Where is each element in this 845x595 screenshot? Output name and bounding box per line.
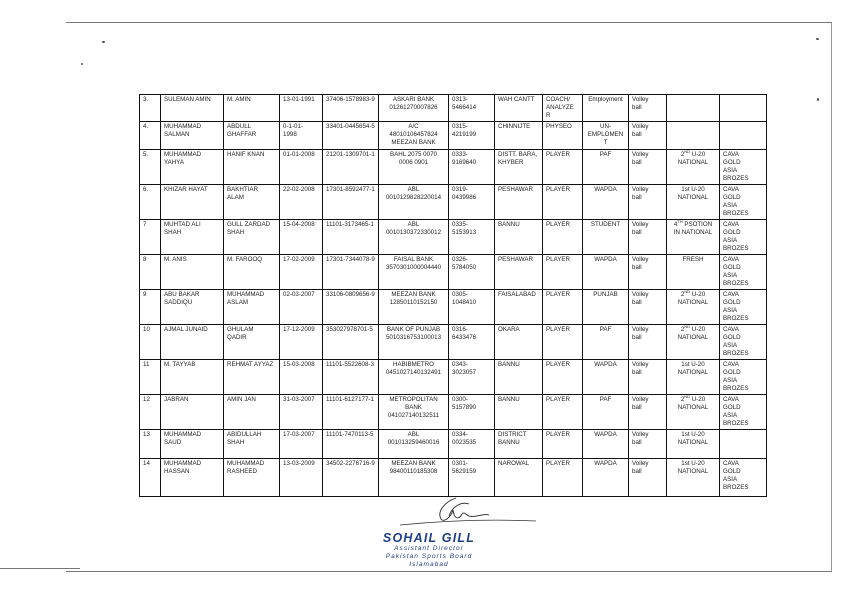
department-cell: WAPDA (583, 359, 629, 394)
district-cell: OKARA (495, 324, 543, 359)
date-of-birth-cell: 17-03-2007 (280, 429, 323, 458)
table-row (140, 219, 767, 254)
game-cell: Volley ball (629, 219, 667, 254)
position-cell: 2ND U-20 NATIONAL (667, 394, 720, 429)
cnic-cell: 34502-2276716-9 (323, 458, 379, 496)
position-cell: 2ND U-20 NATIONAL (667, 149, 720, 184)
player-name-cell: ABU BAKAR SADDIQU (161, 289, 224, 324)
table-row (140, 324, 767, 359)
father-name-cell: MUHAMMAD RASHEED (224, 458, 280, 496)
player-name-cell: KHIZAR HAYAT (161, 184, 224, 219)
role-cell: PLAYER (543, 254, 583, 289)
serial-number-cell: 8 (140, 254, 161, 289)
table-row (140, 359, 767, 394)
bank-account-cell: HABIBMETRO 0451027140132491 (379, 359, 449, 394)
player-name-cell: MUHTAD ALI SHAH (161, 219, 224, 254)
table-row (140, 429, 767, 458)
game-cell: Volley ball (629, 184, 667, 219)
serial-number-cell: 6. (140, 184, 161, 219)
date-of-birth-cell: 13-01-1991 (280, 95, 323, 122)
role-cell: PLAYER (543, 429, 583, 458)
father-name-cell: MUHAMMAD ASLAM (224, 289, 280, 324)
medal-cell: CAVA GOLD ASIA BROZES (720, 149, 767, 184)
phone-cell: 0316- 6433476 (449, 324, 495, 359)
father-name-cell: M. FAROOQ (224, 254, 280, 289)
phone-cell: 0333- 9169640 (449, 149, 495, 184)
medal-cell: CAVA GOLD ASIA BROZES (720, 359, 767, 394)
position-cell: 1st U-20 NATIONAL (667, 184, 720, 219)
department-cell: WAPDA (583, 458, 629, 496)
position-cell: 1st U-20 NATIONAL (667, 429, 720, 458)
date-of-birth-cell: 17-02-2009 (280, 254, 323, 289)
player-name-cell: MUHAMMAD SAUD (161, 429, 224, 458)
department-cell: Employment (583, 95, 629, 122)
date-of-birth-cell: 01-01-2008 (280, 149, 323, 184)
department-cell: PAF (583, 324, 629, 359)
phone-cell: 0335- 5153913 (449, 219, 495, 254)
district-cell: WAH CANTT (495, 95, 543, 122)
cnic-cell: 11101-3173465-1 (323, 219, 379, 254)
scan-speck (102, 41, 105, 43)
father-name-cell: GHULAM QADIR (224, 324, 280, 359)
phone-cell: 0300- 5157890 (449, 394, 495, 429)
table-row (140, 458, 767, 496)
table-row (140, 95, 767, 122)
game-cell: Volley ball (629, 254, 667, 289)
position-cell: 1st U-20 NATIONAL (667, 458, 720, 496)
role-cell: PLAYER (543, 184, 583, 219)
game-cell: Volley ball (629, 359, 667, 394)
department-cell: PUNJAB (583, 289, 629, 324)
date-of-birth-cell: 31-03-2007 (280, 394, 323, 429)
scan-speck (817, 98, 819, 101)
phone-cell: 0313- 5466414 (449, 95, 495, 122)
player-name-cell: MUHAMMAD SALMAN (161, 121, 224, 149)
scan-speck (81, 63, 83, 65)
player-name-cell: SULEMAN AMIN (161, 95, 224, 122)
bank-account-cell: ABL 0010130372330012 (379, 219, 449, 254)
medal-cell: CAVA GOLD ASIA BROZES (720, 324, 767, 359)
player-name-cell: M. ANIS (161, 254, 224, 289)
position-cell (667, 121, 720, 149)
stamp-name: SOHAIL GILL (382, 531, 476, 545)
game-cell: Volley ball (629, 149, 667, 184)
table-row (140, 121, 767, 149)
district-cell: CHINNIJTE (495, 121, 543, 149)
player-name-cell: MUHAMMAD HASSAN (161, 458, 224, 496)
medal-cell (720, 429, 767, 458)
serial-number-cell: 14 (140, 458, 161, 496)
player-name-cell: MUHAMMAD YAHYA (161, 149, 224, 184)
district-cell: FAISALABAD (495, 289, 543, 324)
game-cell: Volley ball (629, 394, 667, 429)
stamp-title: Assistant Director (394, 545, 464, 552)
game-cell: Volley ball (629, 429, 667, 458)
phone-cell: 0343- 3023057 (449, 359, 495, 394)
father-name-cell: M. AMIN (224, 95, 280, 122)
bank-account-cell: MEEZAN BANK 98400110185308 (379, 458, 449, 496)
phone-cell: 0315- 4219199 (449, 121, 495, 149)
table-row (140, 289, 767, 324)
serial-number-cell: 11 (140, 359, 161, 394)
scan-speck (816, 38, 819, 40)
date-of-birth-cell: 0-1-01- 1998 (280, 121, 323, 149)
game-cell: Volley ball (629, 458, 667, 496)
medal-cell: CAVA GOLD ASIA BROZES (720, 289, 767, 324)
role-cell: COACH/ ANALYZE R (543, 95, 583, 122)
bank-account-cell: ABL 0010129828220014 (379, 184, 449, 219)
department-cell: UN- EMPLOMEN T (583, 121, 629, 149)
game-cell: Volley ball (629, 95, 667, 122)
cnic-cell: 33106-0809656-9 (323, 289, 379, 324)
district-cell: DISTT. BARA, KHYBER (495, 149, 543, 184)
player-name-cell: JABRAN (161, 394, 224, 429)
cnic-cell: 11101-7470113-5 (323, 429, 379, 458)
serial-number-cell: 7 (140, 219, 161, 254)
date-of-birth-cell: 17-12-2009 (280, 324, 323, 359)
game-cell: Volley ball (629, 121, 667, 149)
cnic-cell: 37406-1578983-9 (323, 95, 379, 122)
bank-account-cell: ASKARI BANK 01261270007826 (379, 95, 449, 122)
cnic-cell: 11101-5522608-3 (323, 359, 379, 394)
district-cell: BANNU (495, 359, 543, 394)
phone-cell: 0334- 0023535 (449, 429, 495, 458)
cnic-cell: 353027978701-5 (323, 324, 379, 359)
department-cell: WAPDA (583, 184, 629, 219)
medal-cell (720, 95, 767, 122)
cnic-cell: 11101-6127177-1 (323, 394, 379, 429)
cnic-cell: 17301-8592477-1 (323, 184, 379, 219)
medal-cell: CAVA GOLD ASIA BROZES (720, 184, 767, 219)
serial-number-cell: 13 (140, 429, 161, 458)
player-name-cell: M. TAYYAB (161, 359, 224, 394)
position-cell (667, 95, 720, 122)
date-of-birth-cell: 02-03-2007 (280, 289, 323, 324)
phone-cell: 0305- 1048410 (449, 289, 495, 324)
serial-number-cell: 12 (140, 394, 161, 429)
cnic-cell: 17301-7344078-9 (323, 254, 379, 289)
player-name-cell: AJMAL JUNAID (161, 324, 224, 359)
serial-number-cell: 9 (140, 289, 161, 324)
bank-account-cell: A/C 48010106457824 MEEZAN BANK (379, 121, 449, 149)
phone-cell: 0326- 5784050 (449, 254, 495, 289)
bank-account-cell: METROPOLITAN BANK 041027140132511 (379, 394, 449, 429)
role-cell: PLAYER (543, 394, 583, 429)
district-cell: DISTRICT BANNU (495, 429, 543, 458)
father-name-cell: BAKHTIAR ALAM (224, 184, 280, 219)
role-cell: PLAYER (543, 359, 583, 394)
handwritten-signature (340, 492, 540, 532)
bank-account-cell: BANK OF PUNJAB 5010316753100013 (379, 324, 449, 359)
role-cell: PHYSEO (543, 121, 583, 149)
bank-account-cell: ABL 001013259460016 (379, 429, 449, 458)
father-name-cell: HANIF KNAN (224, 149, 280, 184)
stamp-city: Islamabad (409, 561, 449, 568)
department-cell: PAF (583, 149, 629, 184)
role-cell: PLAYER (543, 324, 583, 359)
cnic-cell: 21201-1309701-1 (323, 149, 379, 184)
table-row (140, 254, 767, 289)
serial-number-cell: 3. (140, 95, 161, 122)
district-cell: NAROWAL (495, 458, 543, 496)
game-cell: Volley ball (629, 289, 667, 324)
phone-cell: 0319- 0439986 (449, 184, 495, 219)
medal-cell (720, 121, 767, 149)
position-cell: 1st U-20 NATIONAL (667, 359, 720, 394)
bank-account-cell: BAHL 2075 0070 0006 0901 (379, 149, 449, 184)
medal-cell: CAVA GOLD ASIA BROZES (720, 394, 767, 429)
serial-number-cell: 4. (140, 121, 161, 149)
stamp-org: Pakistan Sports Board (385, 553, 473, 560)
table-row (140, 184, 767, 219)
bank-account-cell: MEEZAN BANK 12850110152150 (379, 289, 449, 324)
serial-number-cell: 10 (140, 324, 161, 359)
position-cell: FRESH (667, 254, 720, 289)
father-name-cell: GULL ZARDAD SHAH (224, 219, 280, 254)
district-cell: PESHAWAR (495, 184, 543, 219)
department-cell: WAPDA (583, 429, 629, 458)
date-of-birth-cell: 22-02-2008 (280, 184, 323, 219)
role-cell: PLAYER (543, 149, 583, 184)
date-of-birth-cell: 13-03-2009 (280, 458, 323, 496)
date-of-birth-cell: 15-04-2008 (280, 219, 323, 254)
cnic-cell: 33401-0445654-5 (323, 121, 379, 149)
district-cell: PESHAWAR (495, 254, 543, 289)
medal-cell: CAVA GOLD ASIA BROZES (720, 458, 767, 496)
department-cell: PAF (583, 394, 629, 429)
father-name-cell: ABDULL GHAFFAR (224, 121, 280, 149)
medal-cell: CAVA GOLD ASIA BROZES (720, 219, 767, 254)
district-cell: BANNU (495, 394, 543, 429)
father-name-cell: REHMAT AYYAZ (224, 359, 280, 394)
position-cell: 2ND U-20 NATIONAL (667, 324, 720, 359)
medal-cell: CAVA GOLD ASIA BROZES (720, 254, 767, 289)
department-cell: STUDENT (583, 219, 629, 254)
role-cell: PLAYER (543, 219, 583, 254)
game-cell: Volley ball (629, 324, 667, 359)
player-records-table (139, 94, 767, 497)
role-cell: PLAYER (543, 289, 583, 324)
table-row (140, 149, 767, 184)
department-cell: WAPDA (583, 254, 629, 289)
father-name-cell: AMIN JAN (224, 394, 280, 429)
position-cell: 2ND U-20 NATIONAL (667, 289, 720, 324)
father-name-cell: ABIDULLAH SHAH (224, 429, 280, 458)
date-of-birth-cell: 15-03-2008 (280, 359, 323, 394)
official-stamp (376, 532, 482, 569)
bank-account-cell: FAISAL BANK 3570301000004440 (379, 254, 449, 289)
district-cell: BANNU (495, 219, 543, 254)
role-cell: PLAYER (543, 458, 583, 496)
phone-cell: 0301- 5629159 (449, 458, 495, 496)
table-row (140, 394, 767, 429)
serial-number-cell: 5. (140, 149, 161, 184)
position-cell: 4TH PSOTION IN NATIONAL (667, 219, 720, 254)
